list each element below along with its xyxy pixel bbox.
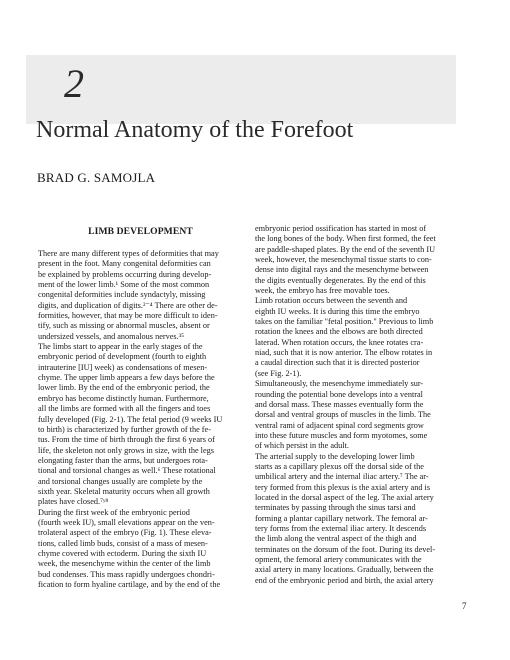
text-line: tional and torsional changes as well.⁶ These rotational [38, 466, 216, 476]
text-line: tify, such as missing or abnormal muscles, absent or [38, 321, 210, 331]
left-column [38, 226, 243, 590]
text-line: the digits eventually degenerates. By the end of this [255, 275, 426, 285]
text-line: (fourth week IU), small elevations appear on the ven- [38, 517, 215, 527]
text-line: fully developed (Fig. 2-1). The fetal period (9 weeks IU [38, 414, 223, 424]
text-line: end of the embryonic period and birth, the axial artery [255, 575, 434, 585]
text-line: a caudal direction such that it is directed posterior [255, 358, 420, 368]
text-line: Limb rotation occurs between the seventh and [255, 296, 408, 306]
text-line: lower limb. By the end of the embryonic period, the [38, 383, 210, 393]
text-line: (see Fig. 2-1). [255, 368, 302, 378]
text-line: niad, such that it is now anterior. The elbow rotates in [255, 348, 433, 358]
text-line: Simultaneously, the mesenchyme immediately sur- [255, 379, 424, 389]
text-line: ment of the lower limb.¹ Some of the most common [38, 280, 210, 290]
text-line: be explained by problems occurring during develop- [38, 269, 212, 279]
text-line: to birth) is characterized by further growth of the fe- [38, 424, 211, 434]
text-line: fication to form hyaline cartilage, and by the end of the [38, 580, 221, 589]
text-line: the long bones of the body. When first formed, the feet [255, 234, 436, 244]
text-line: life, the skeleton not only grows in size, with the legs [38, 445, 214, 455]
text-line: During the first week of the embryonic period [38, 507, 190, 517]
text-line: bud condenses. This mass rapidly undergoes chondri- [38, 569, 215, 579]
text-line: and dorsal mass. These masses eventually form the [255, 399, 424, 409]
text-line: week, the mesenchyme within the center of the limb [38, 559, 211, 569]
text-line: digits, and duplication of digits.²⁻⁴ There are other de- [38, 300, 218, 310]
text-line: into these future muscles and form myotomes, some [255, 430, 428, 440]
section-heading: LIMB DEVELOPMENT [88, 226, 193, 237]
chapter-number: 2 [64, 61, 84, 106]
text-line: terminates by passing through the sinus tarsi and [255, 503, 416, 513]
author-name: BRAD G. SAMOJLA [37, 170, 156, 185]
text-line: tery formed from this plexus is the axial artery and is [255, 482, 431, 492]
text-line: The arterial supply to the developing lower limb [255, 451, 415, 461]
text-line: tions, called limb buds, consist of a mass of mesen- [38, 538, 208, 548]
text-line: congenital deformities include syndactyly, missing [38, 290, 206, 300]
text-line: tus. From the time of birth through the first 6 years of [38, 435, 215, 445]
text-line: rotation the knees and the elbows are both directed [255, 327, 423, 337]
text-line: starts as a capillary plexus off the dorsal side of the [255, 461, 424, 471]
text-line: laterad. When rotation occurs, the knee rotates cra- [255, 337, 424, 347]
text-line: axial artery in many locations. Gradually, between the [255, 565, 434, 575]
text-line: present in the foot. Many congenital deformities can [38, 259, 211, 269]
text-line: all the limbs are formed with all the fingers and toes [38, 404, 211, 414]
text-line: week, however, the mesenchymal tissue starts to con- [255, 255, 432, 265]
text-line: undersized vessels, and anomalous nerves.³⁵ [38, 331, 185, 341]
right-column [255, 224, 465, 586]
text-line: located in the dorsal aspect of the leg. The axial artery [255, 492, 434, 502]
text-line: of which persist in the adult. [255, 441, 349, 451]
left-column-text [38, 249, 243, 590]
text-line: umbilical artery and the internal iliac artery.⁷ The ar- [255, 472, 429, 482]
text-line: chyme covered with ectoderm. During the sixth IU [38, 548, 207, 558]
text-line: intrauterine [IU] week) as condensations of mesen- [38, 362, 208, 372]
text-line: rounding the potential bone develops into a ventral [255, 389, 423, 399]
chapter-header-band [26, 55, 456, 124]
text-line: ventral rami of adjacent spinal cord segments grow [255, 420, 424, 430]
text-line: tery forms from the external iliac artery. It descends [255, 523, 427, 533]
text-line: forming a plantar capillary network. The femoral ar- [255, 513, 428, 523]
text-line: The limbs start to appear in the early stages of the [38, 342, 203, 352]
text-line: opment, the femoral artery communicates with the [255, 555, 422, 564]
text-line: sixth year. Skeletal maturity occurs when all growth [38, 486, 210, 496]
text-line: dorsal and ventral groups of muscles in the limb. The [255, 410, 431, 420]
text-line: terminates on the dorsum of the foot. During its devel- [255, 544, 436, 554]
text-line: There are many different types of deformities that may [38, 249, 219, 258]
text-line: the limb along the ventral aspect of the thigh and [255, 534, 417, 544]
text-line: plates have closed.⁷ʸ⁸ [38, 497, 109, 507]
page-number: 7 [462, 601, 467, 611]
text-line: dense into digital rays and the mesenchyme between [255, 265, 429, 275]
text-line: embryo has become distinctly human. Furthermore, [38, 393, 209, 403]
right-column-text [255, 224, 465, 586]
text-line: formities, however, that may be more difficult to iden- [38, 311, 218, 321]
text-line: week, the embryo has free movable toes. [255, 286, 390, 296]
text-line: and torsional changes usually are complete by the [38, 476, 203, 486]
text-line: embryonic period ossification has started in most of [255, 224, 427, 233]
text-line: embryonic period of development (fourth to eighth [38, 352, 207, 362]
text-line: eighth IU weeks. It is during this time the embryo [255, 306, 420, 316]
chapter-title: Normal Anatomy of the Forefoot [36, 117, 354, 143]
text-line: takes on the familiar "fetal position." Previous to limb [255, 317, 434, 327]
text-line: chyme. The upper limb appears a few days before the [38, 373, 215, 383]
text-line: are paddle-shaped plates. By the end of the seventh IU [255, 244, 436, 254]
text-line: elongating faster than the arms, but undergoes rota- [38, 455, 208, 465]
text-line: trolateral aspect of the embryo (Fig. 1). These eleva- [38, 528, 212, 538]
